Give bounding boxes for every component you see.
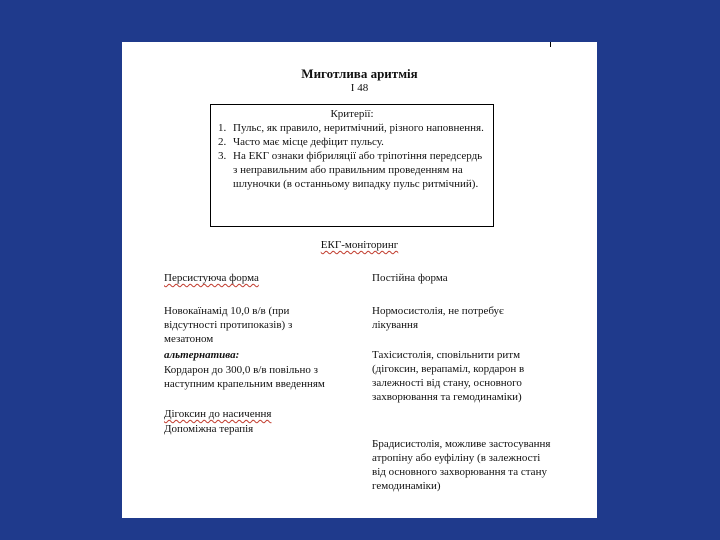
page-mark [550, 42, 551, 47]
criteria-heading: Критерії: [330, 108, 374, 120]
criteria-item-number: 3. [218, 150, 227, 162]
criteria-item-text: На ЕКГ ознаки фібриляції або тріпотіння передсердь з неправильним або правильним проведенням на шлуночки (в останньому випадку пульс ритмічний). [233, 150, 483, 190]
criteria-item-text: Часто має місце дефіцит пульсу. [233, 136, 384, 148]
page-title: Миготлива аритмія [301, 66, 418, 81]
persistent-novocainamide: Новокаїнамід 10,0 в/в (при відсутності протипоказів) з мезатоном [164, 305, 293, 345]
permanent-tachysystole: Тахісистолія, сповільнити ритм (дігоксин, верапаміл, кордарон в залежності від стану, основного захворювання та гемодинаміки) [372, 349, 525, 403]
persistent-auxiliary-therapy: Допоміжна терапія [164, 423, 254, 435]
document-page [122, 42, 597, 518]
criteria-item-text: Пульс, як правило, неритмічний, різного наповнення. [233, 122, 484, 134]
persistent-alternative-label: альтернатива: [164, 349, 240, 361]
permanent-bradysystole: Брадисистолія, можливе застосування атропіну або еуфіліну (в залежності від основного захворювання та стану гемодинаміки) [372, 438, 551, 492]
persistent-cordarone: Кордарон до 300,0 в/в повільно з наступним крапельним введенням [164, 364, 325, 390]
criteria-box [210, 104, 494, 227]
criteria-item [211, 121, 493, 135]
ekg-monitoring-heading: ЕКГ-моніторинг [320, 239, 399, 251]
permanent-normosystole: Нормосистолія, не потребує лікування [372, 305, 504, 331]
criteria-item-number: 2. [218, 136, 227, 148]
criteria-item [211, 149, 493, 191]
criteria-item-number: 1. [218, 122, 227, 134]
persistent-digoxin: Дігоксин до насичення [164, 408, 272, 420]
page-subtitle: I 48 [350, 82, 369, 94]
permanent-heading: Постійна форма [372, 272, 448, 284]
criteria-item [211, 135, 493, 149]
persistent-heading: Персистуюча форма [164, 272, 259, 284]
